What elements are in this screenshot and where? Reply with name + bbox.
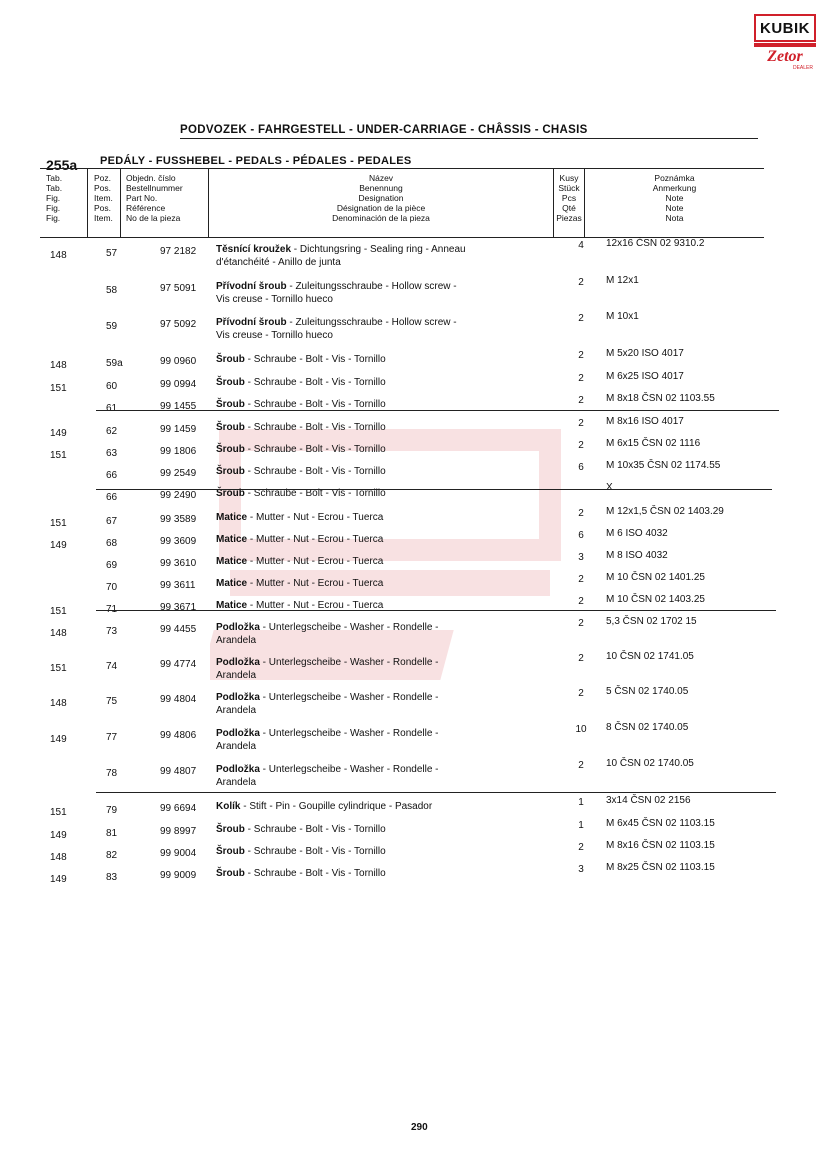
cell-fig: 149	[50, 734, 67, 745]
cell-name	[216, 376, 386, 389]
cell-name	[216, 845, 386, 858]
row-separator	[96, 410, 779, 411]
part-name-czech: Podložka	[216, 622, 260, 633]
part-name-translations: - Mutter - Nut - Ecrou - Tuerca	[247, 600, 384, 611]
part-name-continued: Vis creuse - Tornillo hueco	[216, 294, 333, 305]
cell-fig: 151	[50, 383, 67, 394]
part-name-czech: Podložka	[216, 657, 260, 668]
part-name-czech: Šroub	[216, 868, 245, 879]
cell-fig: 148	[50, 698, 67, 709]
cell-part: 99 3611	[160, 580, 196, 591]
cell-qty: 2	[578, 313, 584, 324]
cell-note: 10 ČSN 02 1740.05	[606, 758, 694, 769]
part-name-translations: - Mutter - Nut - Ecrou - Tuerca	[247, 512, 384, 523]
row-separator	[96, 792, 776, 793]
cell-fig: 148	[50, 628, 67, 639]
cell-pos: 58	[106, 285, 118, 296]
part-name-czech: Podložka	[216, 764, 260, 775]
cell-pos: 75	[106, 696, 118, 707]
cell-fig: 149	[50, 428, 67, 439]
cell-pos: 62	[106, 426, 118, 437]
part-name-czech: Matice	[216, 556, 248, 567]
cell-note: M 12x1	[606, 275, 639, 286]
cell-qty: 2	[578, 373, 584, 384]
cell-pos: 81	[106, 828, 118, 839]
cell-note: M 6x25 ISO 4017	[606, 371, 684, 382]
cell-pos: 57	[106, 248, 118, 259]
cell-pos: 67	[106, 516, 118, 527]
part-name-czech: Přívodní šroub	[216, 317, 287, 328]
part-name-translations: - Unterlegscheibe - Washer - Rondelle -	[259, 764, 439, 775]
cell-pos: 66	[106, 470, 118, 481]
part-name-translations: - Schraube - Bolt - Vis - Tornillo	[244, 824, 386, 835]
part-name-translations: - Dichtungsring - Sealing ring - Anneau	[291, 244, 466, 255]
cell-fig: 151	[50, 807, 67, 818]
cell-note: 5 ČSN 02 1740.05	[606, 686, 689, 697]
cell-name	[216, 443, 386, 456]
part-name-czech: Matice	[216, 578, 248, 589]
cell-name	[216, 511, 383, 524]
cell-name	[216, 656, 439, 682]
cell-pos: 78	[106, 768, 118, 779]
part-name-translations: - Zuleitungsschraube - Hollow screw -	[286, 317, 457, 328]
part-name-continued: d'étanchéité - Anillo de junta	[216, 257, 341, 268]
cell-note: M 6 ISO 4032	[606, 528, 668, 539]
section-code: 255a	[46, 157, 78, 173]
header-name: Název Benennung Designation Désignation de la pièce Denominación de la pieza	[209, 169, 554, 237]
cell-note: M 6x15 ČSN 02 1116	[606, 438, 701, 449]
cell-qty: 2	[578, 760, 584, 771]
part-name-czech: Těsnící kroužek	[216, 244, 292, 255]
cell-name	[216, 465, 386, 478]
cell-name	[216, 533, 383, 546]
part-name-translations: - Unterlegscheibe - Washer - Rondelle -	[259, 728, 439, 739]
cell-note: M 10 ČSN 02 1401.25	[606, 572, 705, 583]
part-name-continued: Vis creuse - Tornillo hueco	[216, 330, 333, 341]
cell-part: 99 4807	[160, 766, 197, 777]
cell-name	[216, 691, 439, 717]
cell-pos: 77	[106, 732, 118, 743]
cell-part: 99 4455	[160, 624, 197, 635]
part-name-translations: - Schraube - Bolt - Vis - Tornillo	[244, 377, 386, 388]
cell-pos: 59	[106, 321, 118, 332]
cell-note: 12x16 ČSN 02 9310.2	[606, 238, 705, 249]
part-name-czech: Podložka	[216, 728, 260, 739]
part-name-translations: - Schraube - Bolt - Vis - Tornillo	[244, 868, 386, 879]
page-number: 290	[411, 1122, 428, 1133]
cell-qty: 2	[578, 395, 584, 406]
cell-note: M 10 ČSN 02 1403.25	[606, 594, 705, 605]
table-header	[40, 168, 764, 238]
part-name-translations: - Mutter - Nut - Ecrou - Tuerca	[247, 556, 384, 567]
cell-qty: 4	[578, 240, 584, 251]
cell-note: X	[606, 482, 613, 493]
cell-fig: 149	[50, 830, 67, 841]
cell-part: 99 8997	[160, 826, 197, 837]
cell-qty: 2	[578, 508, 584, 519]
part-name-translations: - Unterlegscheibe - Washer - Rondelle -	[259, 692, 439, 703]
header-fig: Tab. Tab. Fig. Fig. Fig.	[40, 169, 88, 237]
cell-part: 99 9004	[160, 848, 197, 859]
row-separator	[96, 489, 772, 490]
cell-qty: 2	[578, 842, 584, 853]
cell-name	[216, 243, 466, 269]
cell-name	[216, 555, 383, 568]
cell-pos: 69	[106, 560, 118, 571]
part-name-czech: Šroub	[216, 399, 245, 410]
cell-qty: 6	[578, 530, 584, 541]
part-name-czech: Šroub	[216, 466, 245, 477]
cell-pos: 74	[106, 661, 118, 672]
cell-fig: 149	[50, 874, 67, 885]
cell-part: 99 4804	[160, 694, 197, 705]
cell-name	[216, 800, 432, 813]
cell-fig: 148	[50, 852, 67, 863]
cell-name	[216, 421, 386, 434]
cell-pos: 83	[106, 872, 118, 883]
cell-part: 99 2549	[160, 468, 197, 479]
part-name-czech: Šroub	[216, 377, 245, 388]
cell-fig: 151	[50, 606, 67, 617]
part-name-czech: Matice	[216, 600, 248, 611]
title-underline	[180, 138, 758, 139]
cell-part: 97 5091	[160, 283, 197, 294]
part-name-czech: Matice	[216, 512, 248, 523]
cell-part: 99 4774	[160, 659, 197, 670]
cell-qty: 3	[578, 864, 584, 875]
cell-part: 99 3671	[160, 602, 197, 613]
cell-part: 99 2490	[160, 490, 197, 501]
cell-qty: 2	[578, 596, 584, 607]
cell-name	[216, 727, 439, 753]
cell-pos: 68	[106, 538, 118, 549]
part-name-czech: Šroub	[216, 846, 245, 857]
cell-qty: 10	[575, 724, 587, 735]
logo-bar	[754, 43, 816, 47]
cell-name	[216, 280, 457, 306]
cell-part: 99 0994	[160, 379, 197, 390]
cell-pos: 59a	[106, 358, 123, 369]
cell-fig: 149	[50, 540, 67, 551]
cell-note: M 6x45 ČSN 02 1103.15	[606, 818, 715, 829]
part-name-translations: - Schraube - Bolt - Vis - Tornillo	[244, 444, 386, 455]
cell-qty: 2	[578, 574, 584, 585]
logo-zetor-text: Zetor	[767, 48, 803, 65]
cell-qty: 1	[578, 820, 584, 831]
cell-name	[216, 763, 439, 789]
part-name-continued: Arandela	[216, 741, 257, 752]
cell-note: M 5x20 ISO 4017	[606, 348, 684, 359]
part-name-czech: Šroub	[216, 488, 245, 499]
cell-fig: 151	[50, 450, 67, 461]
cell-qty: 3	[578, 552, 584, 563]
part-name-translations: - Schraube - Bolt - Vis - Tornillo	[244, 399, 386, 410]
cell-qty: 2	[578, 418, 584, 429]
cell-note: 5,3 ČSN 02 1702 15	[606, 616, 697, 627]
part-name-czech: Podložka	[216, 692, 260, 703]
cell-part: 99 1455	[160, 401, 197, 412]
cell-fig: 151	[50, 663, 67, 674]
cell-note: M 12x1,5 ČSN 02 1403.29	[606, 506, 724, 517]
part-name-translations: - Mutter - Nut - Ecrou - Tuerca	[247, 534, 384, 545]
cell-note: M 8x18 ČSN 02 1103.55	[606, 393, 715, 404]
part-name-translations: - Schraube - Bolt - Vis - Tornillo	[244, 422, 386, 433]
header-note: Poznámka Anmerkung Note Note Nota	[652, 173, 697, 223]
cell-fig: 151	[50, 518, 67, 529]
cell-note: 8 ČSN 02 1740.05	[606, 722, 689, 733]
part-name-czech: Šroub	[216, 422, 245, 433]
part-name-continued: Arandela	[216, 705, 257, 716]
part-name-translations: - Mutter - Nut - Ecrou - Tuerca	[247, 578, 384, 589]
cell-note: 10 ČSN 02 1741.05	[606, 651, 694, 662]
cell-qty: 2	[578, 618, 584, 629]
cell-pos: 73	[106, 626, 118, 637]
part-name-czech: Kolík	[216, 801, 241, 812]
cell-pos: 70	[106, 582, 118, 593]
cell-name	[216, 577, 383, 590]
cell-pos: 60	[106, 381, 118, 392]
cell-qty: 1	[578, 797, 584, 808]
header-pos: Poz. Pos. Item. Pos. Item.	[88, 169, 121, 237]
cell-pos: 71	[106, 604, 118, 615]
cell-part: 97 2182	[160, 246, 197, 257]
cell-name	[216, 621, 439, 647]
part-name-translations: - Schraube - Bolt - Vis - Tornillo	[244, 846, 386, 857]
cell-qty: 2	[578, 350, 584, 361]
cell-pos: 66	[106, 492, 118, 503]
part-name-translations: - Stift - Pin - Goupille cylindrique - Pasador	[240, 801, 433, 812]
part-name-translations: - Schraube - Bolt - Vis - Tornillo	[244, 488, 386, 499]
part-name-translations: - Unterlegscheibe - Washer - Rondelle -	[259, 622, 439, 633]
part-name-continued: Arandela	[216, 670, 257, 681]
cell-part: 99 1459	[160, 424, 197, 435]
logo-dealer-text: DEALER	[792, 65, 813, 71]
cell-part: 99 1806	[160, 446, 197, 457]
part-name-translations: - Zuleitungsschraube - Hollow screw -	[286, 281, 457, 292]
cell-fig: 148	[50, 250, 67, 261]
cell-pos: 79	[106, 805, 118, 816]
cell-part: 99 4806	[160, 730, 197, 741]
part-name-czech: Přívodní šroub	[216, 281, 287, 292]
cell-part: 99 3610	[160, 558, 197, 569]
cell-note: M 10x35 ČSN 02 1174.55	[606, 460, 721, 471]
cell-note: M 8x16 ISO 4017	[606, 416, 684, 427]
part-name-czech: Matice	[216, 534, 248, 545]
cell-name	[216, 353, 386, 366]
cell-name	[216, 316, 457, 342]
cell-fig: 148	[50, 360, 67, 371]
cell-name	[216, 867, 386, 880]
cell-note: M 10x1	[606, 311, 639, 322]
header-qty: Kusy Stück Pcs Qté Piezas	[554, 169, 585, 237]
cell-part: 99 0960	[160, 356, 197, 367]
part-name-translations: - Unterlegscheibe - Washer - Rondelle -	[259, 657, 439, 668]
cell-note: M 8x16 ČSN 02 1103.15	[606, 840, 715, 851]
cell-qty: 2	[578, 277, 584, 288]
header-part: Objedn. číslo Bestellnummer Part No. Référence No de la pieza	[121, 169, 209, 237]
cell-note: 3x14 ČSN 02 2156	[606, 795, 691, 806]
part-name-translations: - Schraube - Bolt - Vis - Tornillo	[244, 466, 386, 477]
section-title: PEDÁLY - FUSSHEBEL - PEDALS - PÉDALES - PEDALES	[100, 155, 412, 167]
cell-part: 99 6694	[160, 803, 197, 814]
cell-part: 99 3609	[160, 536, 197, 547]
cell-pos: 61	[106, 403, 118, 414]
cell-note: M 8x25 ČSN 02 1103.15	[606, 862, 715, 873]
cell-part: 97 5092	[160, 319, 197, 330]
part-name-continued: Arandela	[216, 777, 257, 788]
cell-part: 99 9009	[160, 870, 197, 881]
logo-kubik-text: KUBIK	[754, 14, 816, 42]
cell-name	[216, 823, 386, 836]
kubik-zetor-logo	[754, 14, 816, 70]
cell-pos: 63	[106, 448, 118, 459]
cell-part: 99 3589	[160, 514, 197, 525]
row-separator	[96, 610, 776, 611]
document-title: PODVOZEK - FAHRGESTELL - UNDER-CARRIAGE - CHÂSSIS - CHASIS	[180, 124, 588, 136]
part-name-continued: Arandela	[216, 635, 257, 646]
cell-pos: 82	[106, 850, 118, 861]
part-name-czech: Šroub	[216, 354, 245, 365]
cell-qty: 6	[578, 462, 584, 473]
cell-qty: 2	[578, 440, 584, 451]
cell-qty: 2	[578, 653, 584, 664]
cell-qty: 2	[578, 688, 584, 699]
part-name-czech: Šroub	[216, 824, 245, 835]
part-name-czech: Šroub	[216, 444, 245, 455]
part-name-translations: - Schraube - Bolt - Vis - Tornillo	[244, 354, 386, 365]
cell-note: M 8 ISO 4032	[606, 550, 668, 561]
